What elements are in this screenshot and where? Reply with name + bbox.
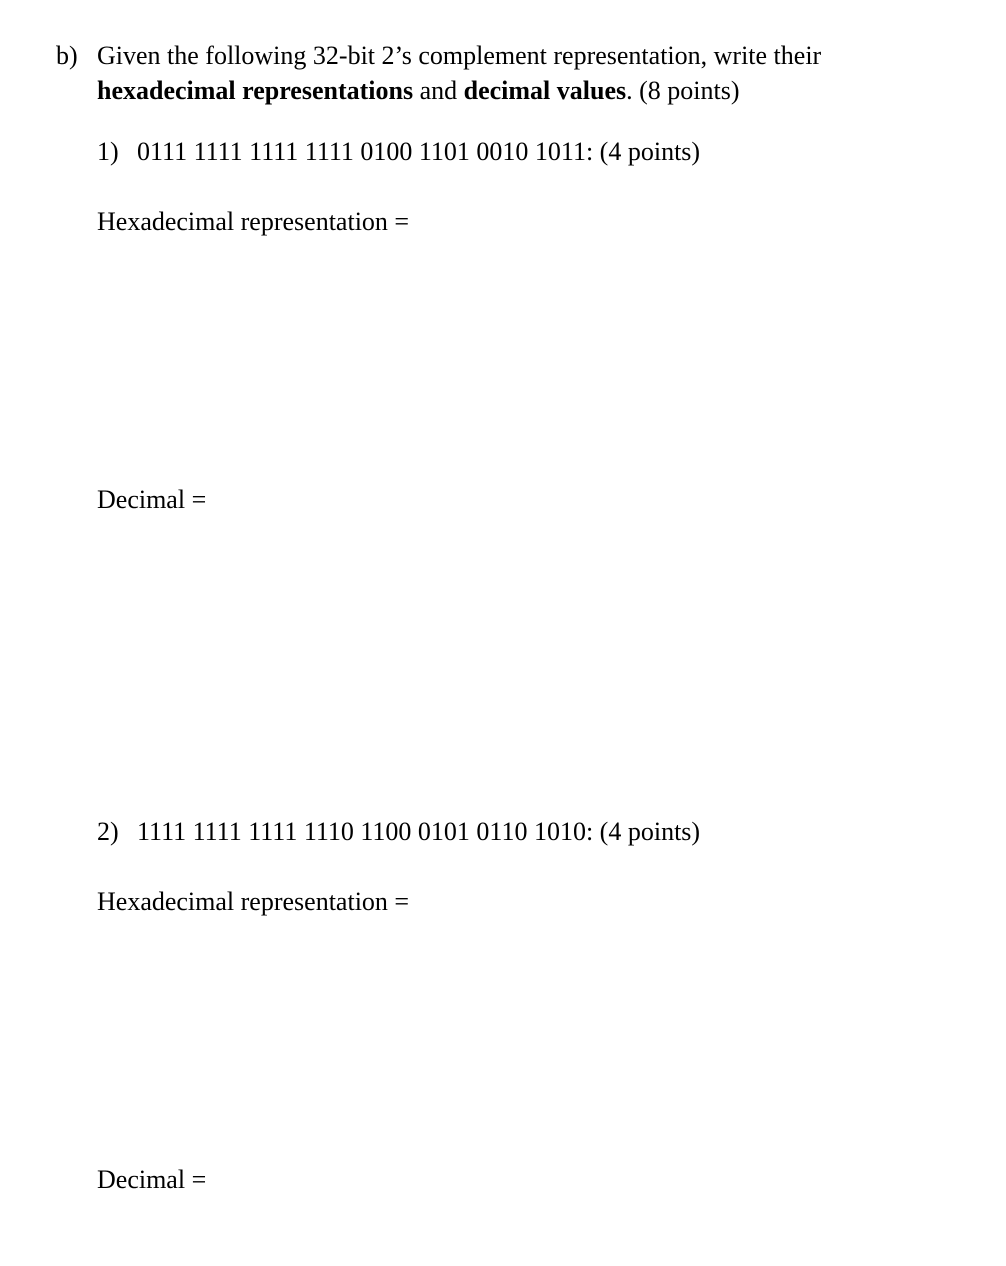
- item-1-hex-label: Hexadecimal representation =: [97, 207, 410, 236]
- item-1-decimal-label: Decimal =: [97, 485, 207, 514]
- total-points: . (8 points): [626, 76, 740, 105]
- item-1-hex-answer-area[interactable]: [97, 240, 957, 470]
- item-2-decimal-answer-area[interactable]: [97, 1198, 957, 1258]
- item-1-decimal-answer-area[interactable]: [97, 518, 957, 798]
- item-1-number: 1): [97, 137, 119, 166]
- item-1-binary: 0111 1111 1111 1111 0100 1101 0010 1011: (4 points): [137, 137, 701, 166]
- item-2-number: 2): [97, 817, 119, 846]
- question-intro: Given the following 32-bit 2’s complement representation, write their: [97, 41, 822, 70]
- item-2-hex-answer-area[interactable]: [97, 920, 957, 1150]
- and-text: and: [413, 76, 464, 105]
- question-instruction: [97, 73, 740, 108]
- item-2-decimal-label: Decimal =: [97, 1165, 207, 1194]
- question-label: b): [56, 41, 78, 70]
- item-2-binary: 1111 1111 1111 1110 1100 0101 0110 1010: (4 points): [137, 817, 701, 846]
- decimal-emphasis: decimal values: [463, 76, 627, 105]
- item-1-prompt: [97, 134, 700, 169]
- item-2-hex-label: Hexadecimal representation =: [97, 887, 410, 916]
- item-2-prompt: [97, 814, 700, 849]
- hex-emphasis: hexadecimal representations: [97, 76, 414, 105]
